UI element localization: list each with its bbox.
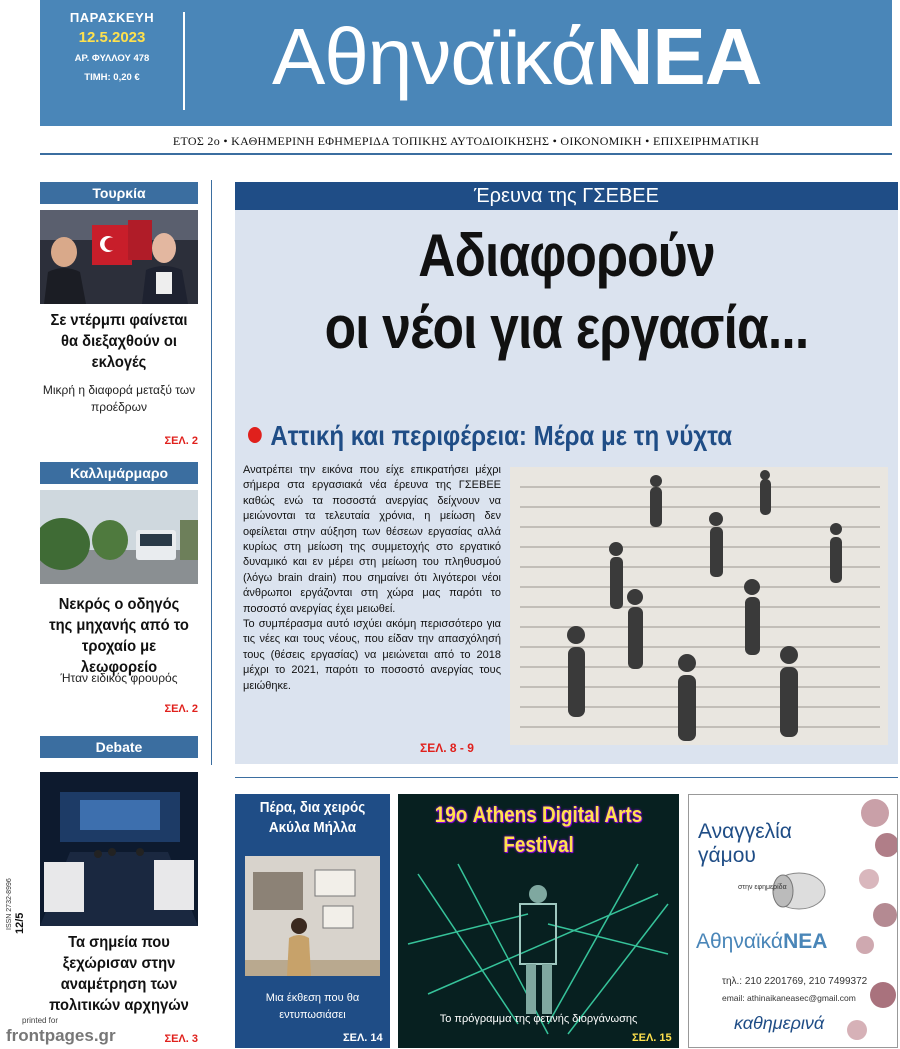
issn: ISSN 2732-8996 <box>6 878 13 930</box>
source-watermark: frontpages.gr <box>6 1026 116 1045</box>
main-headline-line2: οι νέοι για εργασία... <box>324 294 809 361</box>
header-rule <box>40 153 892 155</box>
sidebar-sub-turkey: Μικρή η διαφορά μεταξύ των προέδρων <box>42 383 196 414</box>
sheet-number: ΑΡ. ΦΥΛΛΟΥ 478 <box>74 53 150 64</box>
sidebar-label-turkey[interactable]: Τουρκία <box>40 182 198 204</box>
ad-small-text: στην εφημερίδα <box>738 884 787 891</box>
festival-sub: Το πρόγραμμα της φετινής διοργάνωσης <box>439 1013 638 1025</box>
main-body <box>243 463 501 694</box>
edge-date: 12/5 <box>14 912 26 934</box>
main-headline-line1: Αδιαφορούν <box>418 222 715 289</box>
page-ref-kallimarmaro: ΣΕΛ. 2 <box>164 703 198 715</box>
column-divider <box>211 180 212 765</box>
page-ref-turkey: ΣΕΛ. 2 <box>164 435 198 447</box>
page-ref-debate: ΣΕΛ. 3 <box>164 1033 198 1045</box>
issue-price: ΤΙΜΗ: 0,20 € <box>84 72 140 83</box>
bottom-rule <box>235 777 898 778</box>
ad-title: Αναγγελία γάμου <box>698 820 792 867</box>
job-ads-crowd-photo <box>510 467 888 745</box>
exhibition-sub: Μια έκθεση που θα εντυπωσιάσει <box>265 992 360 1021</box>
main-paragraph-2: Το συμπέρασμα αυτό ισχύει ακόμη περισσότερο για τις νέες και τους νέους, που είδαν την απασχόλησή τους (θέσεις εργασίας) να μειώνεται από το 2018 μέχρι το 2021, παρότι το ποσοστό ανεργίας τους μειώθηκε. <box>243 618 501 692</box>
ad-logo-light: Αθηναϊκά <box>696 930 784 953</box>
sidebar-sub-kallimarmaro: Ήταν ειδικός φρουρός <box>60 671 178 685</box>
ad-phone: τηλ.: 210 2201769, 210 7499372 <box>722 976 868 987</box>
main-subhead-text: Αττική και περιφέρεια: Μέρα με τη νύχτα <box>270 420 733 451</box>
masthead <box>40 0 892 126</box>
masthead-divider <box>183 12 185 110</box>
festival-title: 19ο Athens Digital Arts Festival <box>434 802 643 857</box>
sidebar-label-kallimarmaro[interactable]: Καλλιμάρμαρο <box>40 462 198 484</box>
issue-date: 12.5.2023 <box>78 29 146 46</box>
turkey-election-photo <box>40 210 198 304</box>
logo-light-part: Αθηναϊκά <box>272 12 596 101</box>
page-ref-main: ΣΕΛ. 8 - 9 <box>420 741 474 755</box>
sidebar-label-debate[interactable]: Debate <box>40 736 198 758</box>
page-ref-exhibition: ΣΕΛ. 14 <box>343 1032 383 1044</box>
flowers-decoration <box>817 795 897 1048</box>
red-bullet-icon <box>248 427 262 443</box>
main-subhead <box>248 420 798 452</box>
bus-accident-photo <box>40 490 198 584</box>
exhibition-title: Πέρα, δια χειρός Ακύλα Μήλλα <box>259 799 366 836</box>
issue-day: ΠΑΡΑΣΚΕΥΗ <box>69 10 155 25</box>
debate-studio-photo <box>40 772 198 926</box>
logo-bold-part: ΝΕΑ <box>595 12 762 101</box>
sidebar-headline-turkey[interactable]: Σε ντέρμπι φαίνεται θα διεξαχθούν οι εκλογές <box>50 312 188 371</box>
ad-email: email: athinaikaneasec@gmail.com <box>722 993 856 1003</box>
tagline: ΕΤΟΣ 2ο • ΚΑΘΗΜΕΡΙΝΗ ΕΦΗΜΕΡΙΔΑ ΤΟΠΙΚΗΣ ΑΥΤΟΔΙΟΙΚΗΣΗΣ • ΟΙΚΟΝΟΜΙΚΗ • ΕΠΙΧΕΙΡΗΜΑΤΙΚΗ <box>172 134 760 148</box>
main-paragraph-1: Ανατρέπει την εικόνα που είχε επικρατήσει μέχρι σήμερα στα εργασιακά νέα έρευνα της ΓΣΕΒΕΕ καθώς ενώ τα ποσοστά ανεργίας δείχνουν να μειώνονται τα τελευταία χρόνια, η μείωση δεν οφείλεται στην αύξηση των θέσεων εργασίας αλλά κυρίως στη μείωση της συμμετοχής στο εργατικό δυναμικό και εν μέρει στη μείωση του πληθυσμού (λόγω brain drain) που σημαίνει ότι λιγότεροι νέοι άνθρωποι εργάζονται στη χώρα μας παρότι το ποσοστό ανεργίας έχει μειωθεί. <box>243 464 501 615</box>
page-ref-festival: ΣΕΛ. 15 <box>632 1032 672 1044</box>
main-kicker: Έρευνα της ΓΣΕΒΕΕ <box>235 182 898 210</box>
ad-logo-bold: ΝΕΑ <box>783 930 828 953</box>
ad-logo <box>696 930 827 954</box>
issue-info <box>52 10 172 83</box>
newspaper-logo <box>272 12 762 102</box>
main-headline[interactable] <box>281 220 851 364</box>
exhibition-photo <box>245 856 380 976</box>
printed-for: printed for <box>22 1016 59 1025</box>
ad-daily: καθημερινά <box>734 1013 825 1033</box>
sidebar-headline-kallimarmaro[interactable]: Νεκρός ο οδηγός της μηχανής από το τροχαίο με λεωφορείο <box>49 596 189 676</box>
sidebar-headline-debate[interactable]: Τα σημεία που ξεχώρισαν στην αναμέτρηση των πολιτικών αρχηγών <box>49 934 189 1014</box>
